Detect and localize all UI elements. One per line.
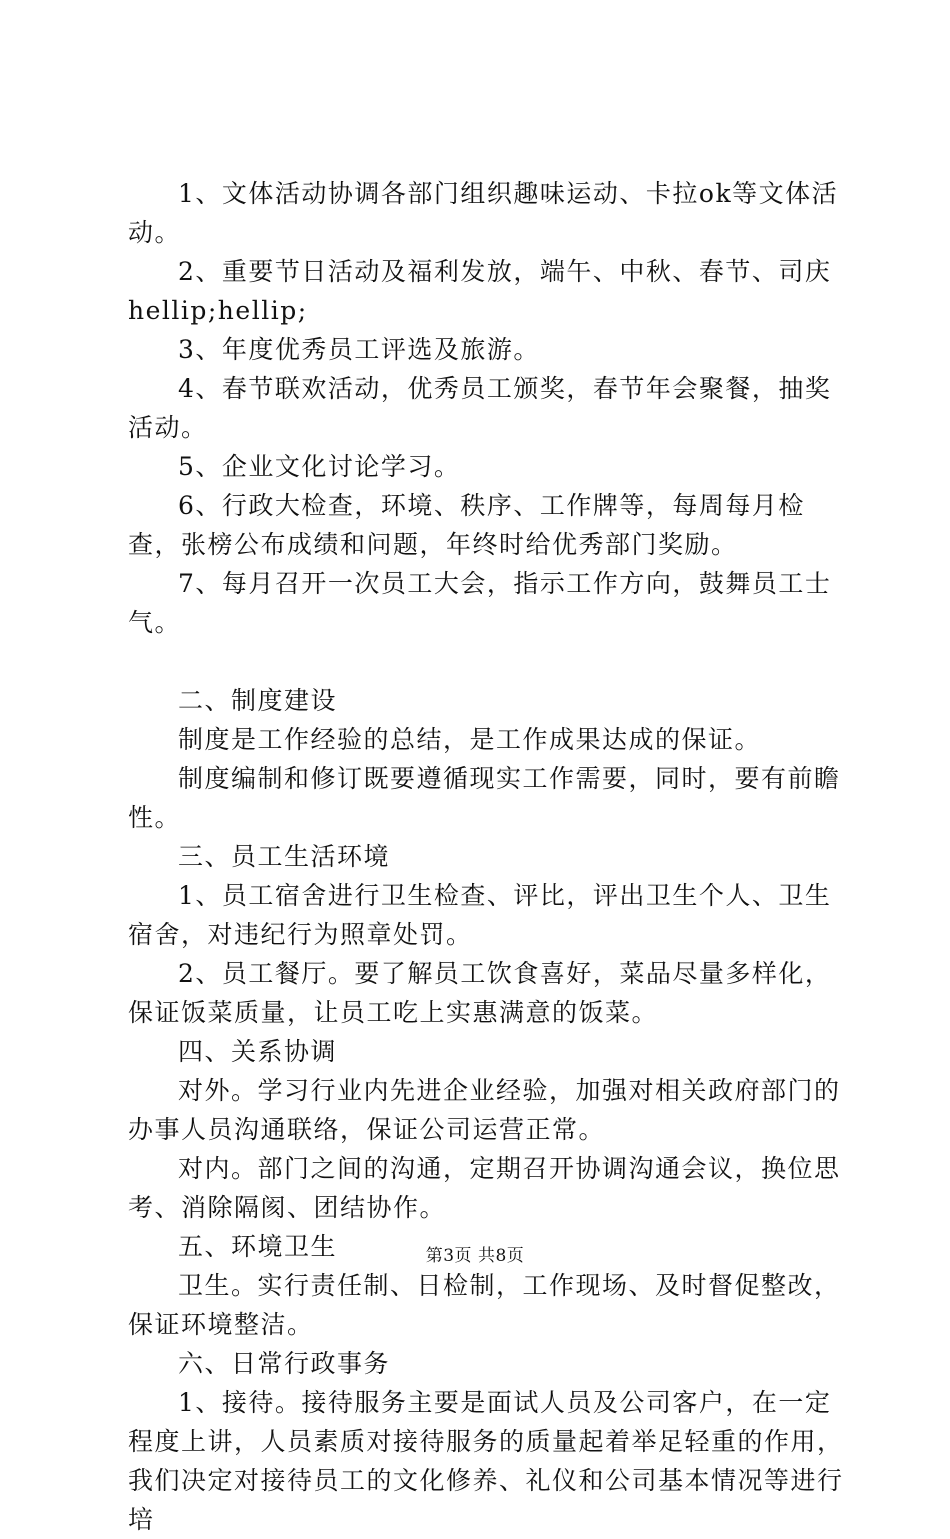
section-heading-system: 二、制度建设	[178, 686, 338, 715]
paragraph-activity-1: 1、文体活动协调各部门组织趣味运动、卡拉ok等文体活动。	[128, 179, 839, 247]
paragraph-hygiene-1: 卫生。实行责任制、日检制，工作现场、及时督促整改，保证环境整洁。	[128, 1271, 841, 1339]
paragraph-living-2: 2、员工餐厅。要了解员工饮食喜好，菜品尽量多样化，保证饭菜质量，让员工吃上实惠满意的饭菜。	[128, 959, 832, 1027]
paragraph-activity-7: 7、每月召开一次员工大会，指示工作方向，鼓舞员工士气。	[128, 569, 832, 637]
document-body	[128, 174, 844, 1539]
paragraph-system-2: 制度编制和修订既要遵循现实工作需要，同时，要有前瞻性。	[128, 764, 841, 832]
section-heading-relations: 四、关系协调	[178, 1037, 338, 1066]
section-heading-admin: 六、日常行政事务	[178, 1349, 391, 1378]
paragraph-activity-4: 4、春节联欢活动，优秀员工颁奖，春节年会聚餐，抽奖活动。	[128, 374, 832, 442]
paragraph-activity-3: 3、年度优秀员工评选及旅游。	[178, 335, 540, 364]
paragraph-relations-internal: 对内。部门之间的沟通，定期召开协调沟通会议，换位思考、消除隔阂、团结协作。	[128, 1154, 841, 1222]
paragraph-activity-6: 6、行政大检查，环境、秩序、工作牌等，每周每月检查，张榜公布成绩和问题，年终时给优秀部门奖励。	[128, 491, 805, 559]
paragraph-living-1: 1、员工宿舍进行卫生检查、评比，评出卫生个人、卫生宿舍，对违纪行为照章处罚。	[128, 881, 832, 949]
paragraph-activity-2: 2、重要节日活动及福利发放，端午、中秋、春节、司庆hellip;hellip;	[128, 257, 832, 325]
paragraph-relations-external: 对外。学习行业内先进企业经验，加强对相关政府部门的办事人员沟通联络，保证公司运营正常。	[128, 1076, 841, 1144]
section-heading-hygiene: 五、环境卫生	[178, 1232, 338, 1261]
paragraph-admin-1: 1、接待。接待服务主要是面试人员及公司客户，在一定程度上讲，人员素质对接待服务的质量起着举足轻重的作用，我们决定对接待员工的文化修养、礼仪和公司基本情况等进行培	[128, 1388, 844, 1534]
page-number-footer: 第3页 共8页	[425, 1246, 525, 1266]
section-heading-living: 三、员工生活环境	[178, 842, 391, 871]
paragraph-system-1: 制度是工作经验的总结，是工作成果达成的保证。	[178, 725, 762, 754]
paragraph-activity-5: 5、企业文化讨论学习。	[178, 452, 461, 481]
